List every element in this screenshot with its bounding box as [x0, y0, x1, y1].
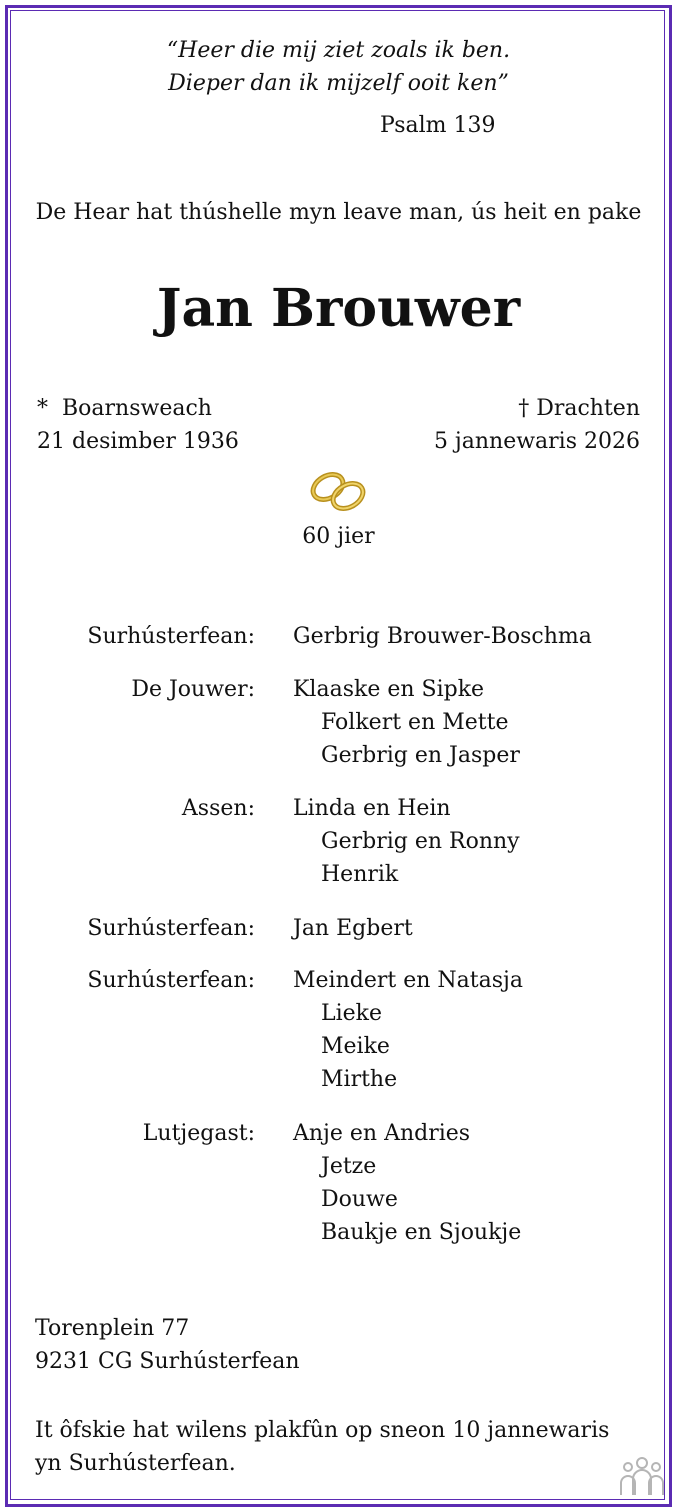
family-place: Surhústerfean: — [87, 916, 255, 941]
death-info — [518, 396, 640, 421]
family-child: Jetze — [321, 1154, 377, 1179]
family-place: Surhústerfean: — [87, 968, 255, 993]
quote-source: Psalm 139 — [380, 113, 496, 138]
family-main: Linda en Hein — [293, 796, 451, 821]
birth-date: 21 desimber 1936 — [37, 429, 239, 454]
family-child: Meike — [321, 1034, 390, 1059]
family-place: Surhústerfean: — [87, 624, 255, 649]
death-date: 5 jannewaris 2026 — [433, 429, 640, 454]
wedding-rings-icon — [305, 466, 371, 516]
address-line-1: Torenplein 77 — [35, 1316, 190, 1341]
birth-symbol: * — [37, 396, 48, 421]
family-child: Gerbrig en Jasper — [321, 743, 520, 768]
family-child: Mirthe — [321, 1067, 398, 1092]
funeral-line-1: It ôfskie hat wilens plakfûn op sneon 10 jannewaris — [35, 1418, 610, 1443]
family-child: Gerbrig en Ronny — [321, 829, 520, 854]
address-line-2: 9231 CG Surhústerfean — [35, 1349, 300, 1374]
family-logo-icon — [618, 1455, 666, 1499]
birth-place: Boarnsweach — [62, 396, 212, 421]
quote-line-2: Dieper dan ik mijzelf ooit ken” — [168, 71, 509, 96]
marriage-years: 60 jier — [302, 524, 375, 549]
quote-line-1: “Heer die mij ziet zoals ik ben. — [166, 38, 511, 63]
family-place: De Jouwer: — [131, 677, 255, 702]
intro-text: De Hear hat thúshelle myn leave man, ús heit en pake — [35, 200, 642, 225]
family-main: Jan Egbert — [293, 916, 413, 941]
family-child: Henrik — [321, 862, 399, 887]
death-place: Drachten — [536, 396, 640, 421]
family-place: Lutjegast: — [142, 1121, 255, 1146]
family-child: Douwe — [321, 1187, 398, 1212]
funeral-line-2: yn Surhústerfean. — [35, 1451, 236, 1476]
family-child: Baukje en Sjoukje — [321, 1220, 522, 1245]
family-main: Anje en Andries — [293, 1121, 471, 1146]
death-symbol: † — [518, 396, 530, 421]
family-place: Assen: — [181, 796, 255, 821]
family-main: Gerbrig Brouwer-Boschma — [293, 624, 592, 649]
family-child: Folkert en Mette — [321, 710, 509, 735]
family-main: Klaaske en Sipke — [293, 677, 485, 702]
family-main: Meindert en Natasja — [293, 968, 523, 993]
deceased-name: Jan Brouwer — [156, 278, 521, 339]
family-child: Lieke — [321, 1001, 383, 1026]
birth-info — [37, 396, 212, 421]
